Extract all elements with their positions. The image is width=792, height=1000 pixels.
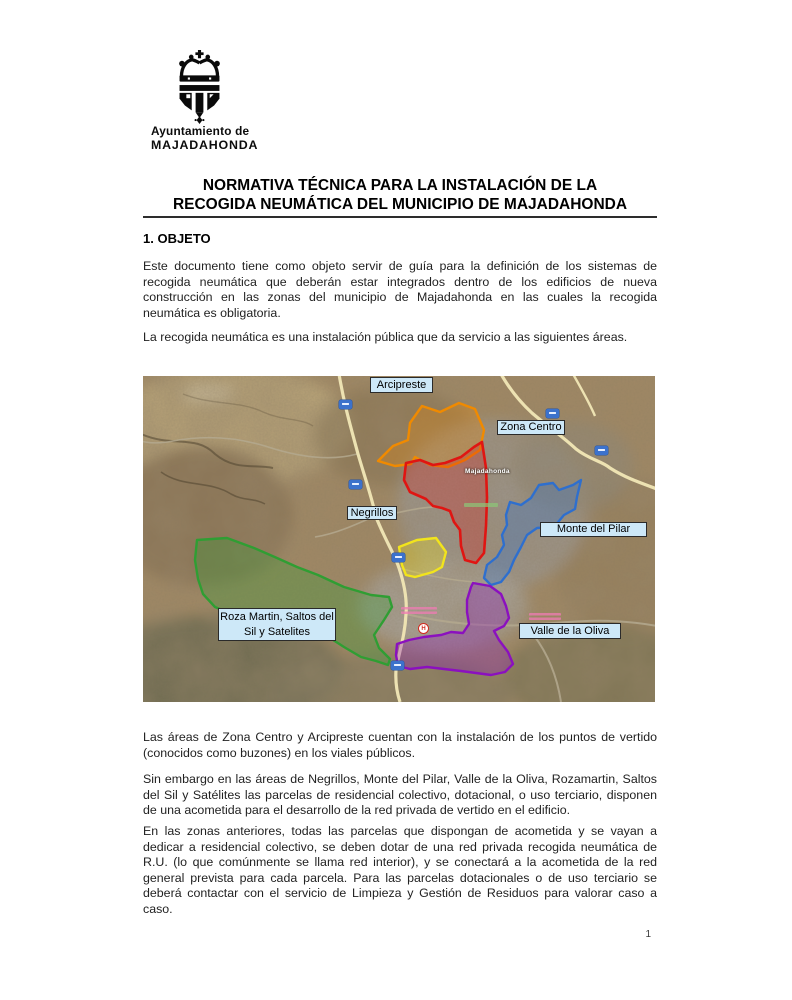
org-name <box>151 125 258 152</box>
road-name-mark <box>529 613 561 620</box>
map-label-arcipreste: Arcipreste <box>370 377 433 393</box>
paragraph-after-map-2: Sin embargo en las áreas de Negrillos, Monte del Pilar, Valle de la Oliva, Rozamartin, Saltos del Sil y Satélites las parcelas de residencial colectivo, dotacional, o uso terciario, disponen de una acometida para el desarrollo de la red privada de vertido en el edificio. <box>143 772 657 818</box>
road-shield-icon <box>546 409 559 418</box>
road-shield-icon <box>391 661 404 670</box>
paragraph-after-map-1: Las áreas de Zona Centro y Arcipreste cuentan con la instalación de los puntos de vertido (conocidos como buzones) en los viales públicos. <box>143 730 657 760</box>
org-name-line1: Ayuntamiento de <box>151 124 250 138</box>
document-title <box>139 176 661 214</box>
road-name-mark <box>401 607 437 614</box>
map-label-valle-de-la-oliva: Valle de la Oliva <box>519 623 621 639</box>
map-label-roza-martin <box>218 608 336 641</box>
road-shield-icon <box>392 553 405 562</box>
org-name-line2: MAJADAHONDA <box>151 137 259 152</box>
road-shield-icon <box>339 400 352 409</box>
document-title-line2: RECOGIDA NEUMÁTICA DEL MUNICIPIO DE MAJADAHONDA <box>172 196 628 213</box>
map-label-zona-centro: Zona Centro <box>497 420 565 435</box>
majadahonda-crest-icon <box>177 50 222 124</box>
map-label-roza-line1: Roza Martin, Saltos del <box>220 610 334 623</box>
map-label-negrillos: Negrillos <box>347 506 397 520</box>
paragraph-after-map-3: En las zonas anteriores, todas las parcelas que dispongan de acometida y se vayan a dedicar a residencial colectivo, se deben dotar de una red privada recogida neumática de R.U. (lo que comúnmente se llama red interior), y se conectará a la acometida de la red general prevista para cada parcela. Para las parcelas dotacionales o de uso terciario se deberá contactar con el servicio de Limpieza y Gestión de Residuos para valorar caso a caso. <box>143 824 657 916</box>
satellite-terrain <box>143 376 655 702</box>
road-shield-icon <box>349 480 362 489</box>
road-shield-icon <box>595 446 608 455</box>
title-underline <box>143 216 657 218</box>
map-label-roza-line2: Sil y Satelites <box>243 625 311 638</box>
hospital-marker-icon: H <box>418 623 429 634</box>
paragraph-intro-1: Este documento tiene como objeto servir de guía para la definición de los sistemas de recogida neumática que deberán estar integrados dentro de los edificios de nueva construcción en las zonas del municipio de Majadahonda en las cuales la recogida neumática es obligatoria. <box>143 259 657 320</box>
paragraph-intro-2: La recogida neumática es una instalación pública que da servicio a las siguientes áreas. <box>143 330 628 344</box>
zone-map <box>143 376 655 702</box>
document-title-line1: NORMATIVA TÉCNICA PARA LA INSTALACIÓN DE LA <box>202 177 598 194</box>
map-label-monte-del-pilar: Monte del Pilar <box>540 522 647 537</box>
city-name-label: Majadahonda <box>465 468 510 475</box>
section-heading: 1. OBJETO <box>143 231 211 246</box>
park-name-mark <box>464 503 498 507</box>
page-number: 1 <box>645 929 651 940</box>
